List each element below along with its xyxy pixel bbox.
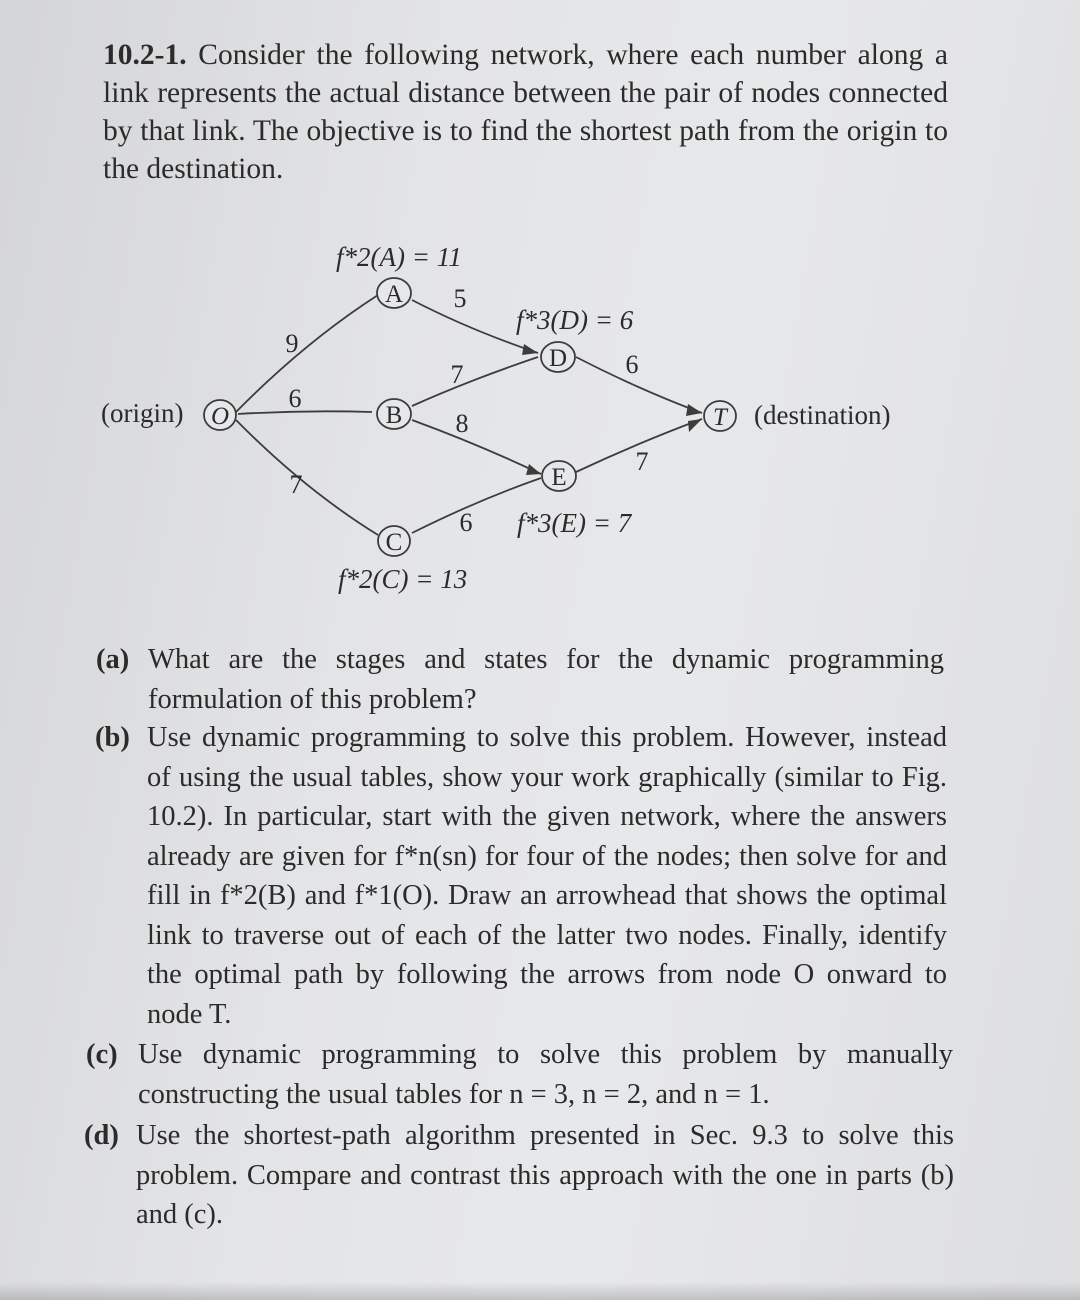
part-b [95, 718, 947, 1034]
value-f2-A: f*2(A) = 11 [336, 242, 462, 272]
part-c-label: (c) [86, 1039, 118, 1070]
node-B-label: B [385, 402, 403, 429]
part-c-text: Use dynamic programming to solve this problem by manually constructing the usual tables for n = 3, n = 2, and n = 1. [138, 1039, 953, 1110]
part-a [96, 640, 944, 719]
node-O-label: O [210, 403, 230, 430]
distance-D-T: 6 [625, 350, 639, 379]
problem-statement [103, 36, 948, 188]
part-d [84, 1116, 954, 1235]
network-diagram [0, 220, 1080, 620]
problem-number: 10.2-1. [103, 39, 187, 71]
link-O-C [236, 420, 378, 535]
monitor-edge [0, 1282, 1080, 1300]
value-f3-E: f*3(E) = 7 [517, 508, 632, 538]
link-O-B [238, 411, 372, 414]
part-d-text: Use the shortest-path algorithm presented in Sec. 9.3 to solve this problem. Compare and contrast this approach with the one in parts (b) and (c). [136, 1120, 954, 1230]
distance-B-D: 7 [450, 360, 464, 389]
arrowhead-E-T [688, 419, 702, 432]
destination-label: (destination) [754, 400, 891, 430]
part-b-label: (b) [95, 722, 130, 753]
node-E-label: E [551, 464, 567, 491]
part-a-label: (a) [96, 644, 130, 675]
arrowhead-A-D [522, 344, 538, 355]
link-B-D [412, 357, 538, 406]
part-c [86, 1035, 953, 1114]
node-T-label: T [713, 404, 727, 431]
distance-O-A: 9 [285, 329, 299, 358]
part-d-label: (d) [84, 1120, 119, 1151]
problem-text: Consider the following network, where each number along a link represents the actual distance between the pair of nodes connected by that link. The objective is to find the shortest path from the origin to the destination. [103, 39, 948, 185]
link-D-T [576, 357, 702, 413]
node-A-label: A [384, 281, 404, 308]
part-b-text: Use dynamic programming to solve this problem. However, instead of using the usual tables, show your work graphically (similar to Fig. 10.2). In particular, start with the given network, where the answers already are given for f*n(sn) for four of the nodes; then solve for and fill in f*2(B) and f*1(O). Draw an arrowhead that shows the optimal link to traverse out of each of the latter two nodes. Finally, identify the optimal path by following the arrows from node O onward to node T. [147, 722, 947, 1030]
distance-C-E: 6 [459, 508, 473, 537]
distance-E-T: 7 [635, 447, 649, 476]
node-D-label: D [548, 345, 568, 372]
distance-A-D: 5 [453, 284, 467, 313]
origin-label: (origin) [101, 398, 184, 428]
part-a-text: What are the stages and states for the dynamic programming formulation of this problem? [148, 644, 944, 715]
link-B-E [412, 420, 541, 474]
distance-B-E: 8 [455, 409, 469, 438]
node-C-label: C [385, 529, 403, 556]
link-O-A [236, 295, 378, 412]
value-f3-D: f*3(D) = 6 [516, 305, 634, 335]
distance-O-B: 6 [288, 384, 302, 413]
value-f2-C: f*2(C) = 13 [338, 564, 468, 594]
arrowhead-C-E [526, 464, 541, 475]
arrowhead-D-T [686, 404, 702, 416]
distance-O-C: 7 [289, 470, 303, 499]
